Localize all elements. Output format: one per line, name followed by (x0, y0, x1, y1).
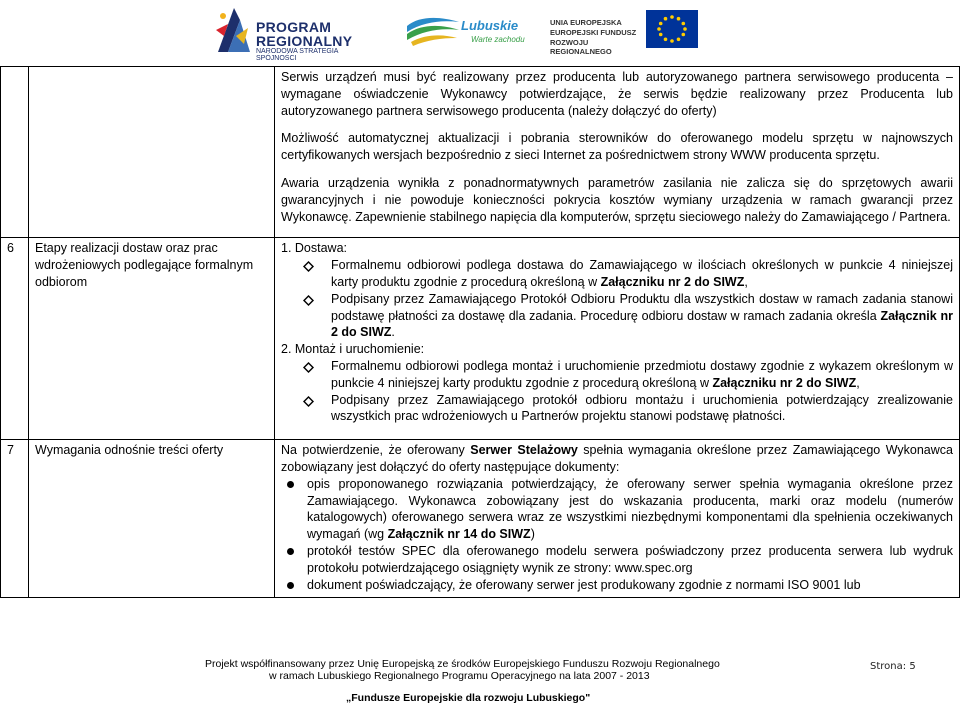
dot-bullet-icon (287, 548, 294, 555)
row-number: 6 (1, 238, 29, 440)
item-text: Formalnemu odbiorowi podlega montaż i uruchomienie przedmiotu dostawy zgodnie z wykazem określonym w punkcie 4 niniejszej karty produktu zgodnie z procedurą określoną w (331, 358, 953, 390)
attachment-ref: Załączniku nr 2 do SIWZ (600, 274, 745, 289)
footer-cofinancing: Projekt współfinansowany przez Unię Europejską ze środków Europejskiego Funduszu Rozwoju Regionalnego (205, 658, 720, 670)
intro-text: Na potwierdzenie, że oferowany (281, 443, 471, 458)
intro-text-cont: spełnia wymagania określone przez Zamawiającego Wykonawca zobowiązany jest dołączyć do oferty następujące dokumenty: (281, 443, 953, 474)
row-name: Etapy realizacji dostaw oraz prac wdrożeniowych podlegające formalnym odbiorom (29, 238, 275, 440)
row-number: 7 (1, 440, 29, 598)
diamond-bullet-icon (303, 261, 314, 272)
delivery-heading: 1. Dostawa: (281, 241, 348, 256)
lubuskie-name: Lubuskie (461, 18, 519, 33)
item-text: Formalnemu odbiorowi podlega dostawa do Zamawiającego w ilościach określonych w punkcie 4 niniejszej karty produktu zgodnie z procedurą określoną w (331, 258, 953, 289)
item-tail: , (744, 274, 748, 289)
eu-logo-line1: UNIA EUROPEJSKA (550, 18, 622, 27)
requirements-intro (281, 442, 953, 476)
diamond-bullet-icon (303, 362, 314, 373)
row-number-cell (1, 67, 29, 238)
header-logos (0, 0, 960, 62)
table-row (1, 238, 960, 440)
program-regionalny-emblem-icon (214, 6, 254, 54)
program-regionalny-logo (214, 6, 374, 62)
item-tail: ) (530, 527, 535, 542)
item-text: Podpisany przez Zamawiającego protokół odbioru montażu i uruchomienia potwierdzający zrealizowanie wszystkich prac wdrożeniowych u Partnerów projektu stanowi podstawę płatności. (331, 392, 953, 424)
item-text: opis proponowanego rozwiązania potwierdzający, że oferowany serwer spełnia wymagania określone przez Zamawiającego. Wykonawca zobowiązany jest do wskazania producenta, marki oraz modelu (numerów katalogowych) oferowanego serwera wraz ze wszystkimi niezbędnymi komponentami dla spełnienia oczekiwanych wymagań (wg (307, 476, 953, 542)
row-content-cell (275, 67, 960, 238)
product-name: Serwer Stelażowy (470, 443, 578, 458)
eu-logo-line2: EUROPEJSKI FUNDUSZ (550, 28, 637, 37)
diamond-bullet-icon (303, 396, 314, 407)
list-item (307, 577, 953, 594)
footer-slogan: „Fundusze Europejskie dla rozwoju Lubuskiego" (346, 692, 591, 704)
item-text: protokół testów SPEC dla oferowanego modelu serwera poświadczony przez producenta serwera lub wydruk protokołu potwierdzającego osiągnięty wynik ze strony: www.spec.org (307, 543, 953, 575)
eu-logo (550, 8, 700, 56)
attachment-ref: Załączniku nr 2 do SIWZ (712, 375, 857, 390)
list-item (331, 291, 953, 341)
lubuskie-logo (405, 8, 525, 52)
program-logo-line1: PROGRAM (256, 19, 332, 35)
eu-logo-line3: ROZWOJU REGIONALNEGO (550, 38, 612, 56)
footer-program: w ramach Lubuskiego Regionalnego Programu Operacyjnego na lata 2007 - 2013 (269, 670, 650, 682)
program-logo-line3: NARODOWA STRATEGIA SPÓJNOŚCI (256, 48, 339, 62)
item-tail: , (856, 375, 860, 390)
program-logo-line2: REGIONALNY (256, 33, 353, 49)
table-row (1, 440, 960, 598)
page-footer (0, 656, 960, 707)
item-tail: . (391, 325, 395, 340)
dot-bullet-icon (287, 481, 294, 488)
page-label: Strona: (870, 661, 907, 672)
diamond-bullet-icon (303, 295, 314, 306)
row-name-cell (29, 67, 275, 238)
row-content-cell (275, 238, 960, 440)
installation-list (281, 358, 953, 425)
failure-paragraph: Awaria urządzenia wynikła z ponadnormatywnych parametrów zasilania nie zalicza się do sprzętowych awarii gwarancyjnych i nie powoduje konieczności pokrycia kosztów wymiany urządzenia w ramach gwarancji przez Wykonawcę. Zapewnienie stabilnego napięcia dla komputerów, sprzętu sieciowego należy do Zamawiającego / Partnera. (281, 175, 953, 224)
attachment-ref: Załącznik nr 2 do SIWZ (331, 308, 953, 340)
row-content-cell (275, 440, 960, 598)
attachment-ref: Załącznik nr 14 do SIWZ (387, 527, 531, 542)
dot-bullet-icon (287, 582, 294, 589)
service-paragraph: Serwis urządzeń musi być realizowany przez producenta lub autoryzowanego partnera serwisowego producenta – wymagane oświadczenie Wykonawcy potwierdzające, że serwis będzie realizowany przez Producenta lub autoryzowanego partnera serwisowego producenta (należy dołączyć do oferty) (281, 70, 953, 118)
delivery-list (281, 257, 953, 341)
list-item (307, 543, 953, 577)
item-text: dokument poświadczający, że oferowany serwer jest produkowany zgodnie z normami ISO 9001 lub (307, 577, 861, 592)
list-item (331, 358, 953, 392)
eu-flag-icon (646, 10, 698, 48)
spec-table (0, 66, 960, 598)
list-item (307, 476, 953, 543)
page-number (870, 661, 916, 672)
lubuskie-waves-icon (405, 12, 461, 48)
row-name: Wymagania odnośnie treści oferty (29, 440, 275, 598)
list-item (331, 392, 953, 426)
spec-table-container (0, 66, 960, 598)
table-row (1, 67, 960, 238)
item-text: Podpisany przez Zamawiającego Protokół Odbioru Produktu dla wszystkich dostaw w ramach zadania stanowi podstawę płatności za dostawę dla zadania. Procedurę odbioru dostaw w ramach zadania określa (331, 291, 953, 323)
lubuskie-tagline: Warte zachodu (471, 35, 525, 44)
installation-heading: 2. Montaż i uruchomienie: (281, 342, 425, 357)
drivers-paragraph: Możliwość automatycznej aktualizacji i pobrania sterowników do oferowanego modelu sprzętu w najnowszych certyfikowanych wersjach bezpośrednio z sieci Internet za pośrednictwem strony WWW producenta sprzętu. (281, 131, 953, 163)
list-item (331, 257, 953, 291)
page-value: 5 (909, 661, 916, 672)
documents-list (281, 476, 953, 594)
